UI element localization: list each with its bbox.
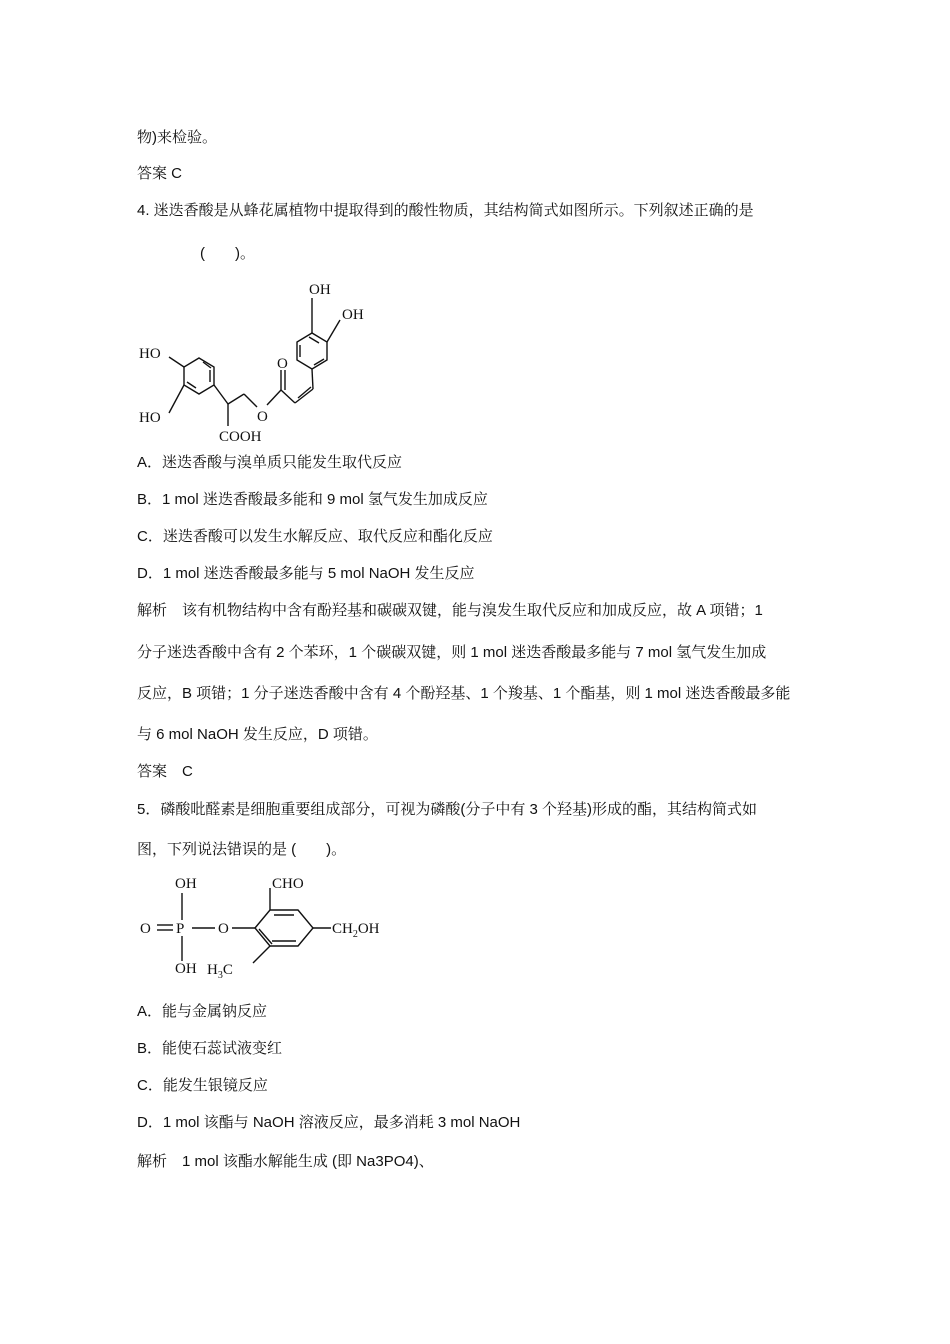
question5-stem-2: 图，下列说法错误的是 ( )。	[137, 841, 347, 858]
fig1-oh-top: OH	[309, 282, 331, 298]
fig1-cooh: COOH	[219, 429, 262, 445]
fig2-oh-top: OH	[175, 876, 197, 892]
question4-option-b: B．1 mol 迷迭香酸最多能和 9 mol 氢气发生加成反应	[137, 491, 488, 508]
fig1-oh-right: OH	[342, 307, 364, 323]
fig2-o-bridge: O	[218, 921, 229, 937]
question4-option-d: D．1 mol 迷迭香酸最多能与 5 mol NaOH 发生反应	[137, 565, 475, 582]
answer-line-q3: 答案 C	[137, 165, 183, 182]
fig1-o-carbonyl: O	[277, 356, 288, 372]
fig2-ch3: $H_3C$	[207, 962, 233, 981]
question4-stem: 4. 迷迭香酸是从蜂花属植物中提取得到的酸性物质，其结构简式如图所示。下列叙述正确的是	[137, 202, 754, 219]
fig2-oh-bottom: OH	[175, 961, 197, 977]
question5-stem-1: 5．磷酸吡醛素是细胞重要组成部分，可视为磷酸(分子中有 3 个羟基)形成的酯，其结构简式如	[137, 801, 758, 818]
question5-option-a: A．能与金属钠反应	[137, 1003, 268, 1020]
question4-explanation-3: 反应，B 项错；1 分子迷迭香酸中含有 4 个酚羟基、1 个羧基、1 个酯基，则 1 mol 迷迭香酸最多能	[137, 685, 791, 702]
question4-explanation-2: 分子迷迭香酸中含有 2 个苯环，1 个碳碳双键，则 1 mol 迷迭香酸最多能与 7 mol 氢气发生加成	[137, 644, 767, 661]
rosmarinic-acid-structure	[135, 278, 385, 448]
pyridoxal-phosphate-structure	[135, 868, 395, 988]
fig1-o-ester: O	[257, 409, 268, 425]
question5-option-d: D．1 mol 该酯与 NaOH 溶液反应，最多消耗 3 mol NaOH	[137, 1114, 521, 1131]
fig2-p: P	[176, 921, 185, 937]
question5-option-c: C．能发生银镜反应	[137, 1077, 268, 1094]
fig2-ch2oh: $CH_2OH$	[332, 921, 380, 940]
question4-option-c: C．迷迭香酸可以发生水解反应、取代反应和酯化反应	[137, 528, 493, 545]
question5-explanation: 解析 1 mol 该酯水解能生成 (即 Na3PO4)、	[137, 1153, 434, 1170]
text-line-continuation: 物)来检验。	[137, 129, 217, 146]
question4-explanation-1: 解析 该有机物结构中含有酚羟基和碳碳双键，能与溴发生取代反应和加成反应，故 A 项错；1	[137, 602, 763, 619]
question4-blank: ( )。	[200, 245, 255, 262]
fig2-cho: CHO	[272, 876, 304, 892]
question5-option-b: B．能使石蕊试液变红	[137, 1040, 283, 1057]
fig1-ho-upper: HO	[139, 346, 161, 362]
fig1-ho-lower: HO	[139, 410, 161, 426]
fig2-o-double: O	[140, 921, 151, 937]
question4-answer: 答案 C	[137, 763, 193, 780]
question4-option-a: A．迷迭香酸与溴单质只能发生取代反应	[137, 454, 403, 471]
question4-explanation-4: 与 6 mol NaOH 发生反应，D 项错。	[137, 726, 378, 743]
